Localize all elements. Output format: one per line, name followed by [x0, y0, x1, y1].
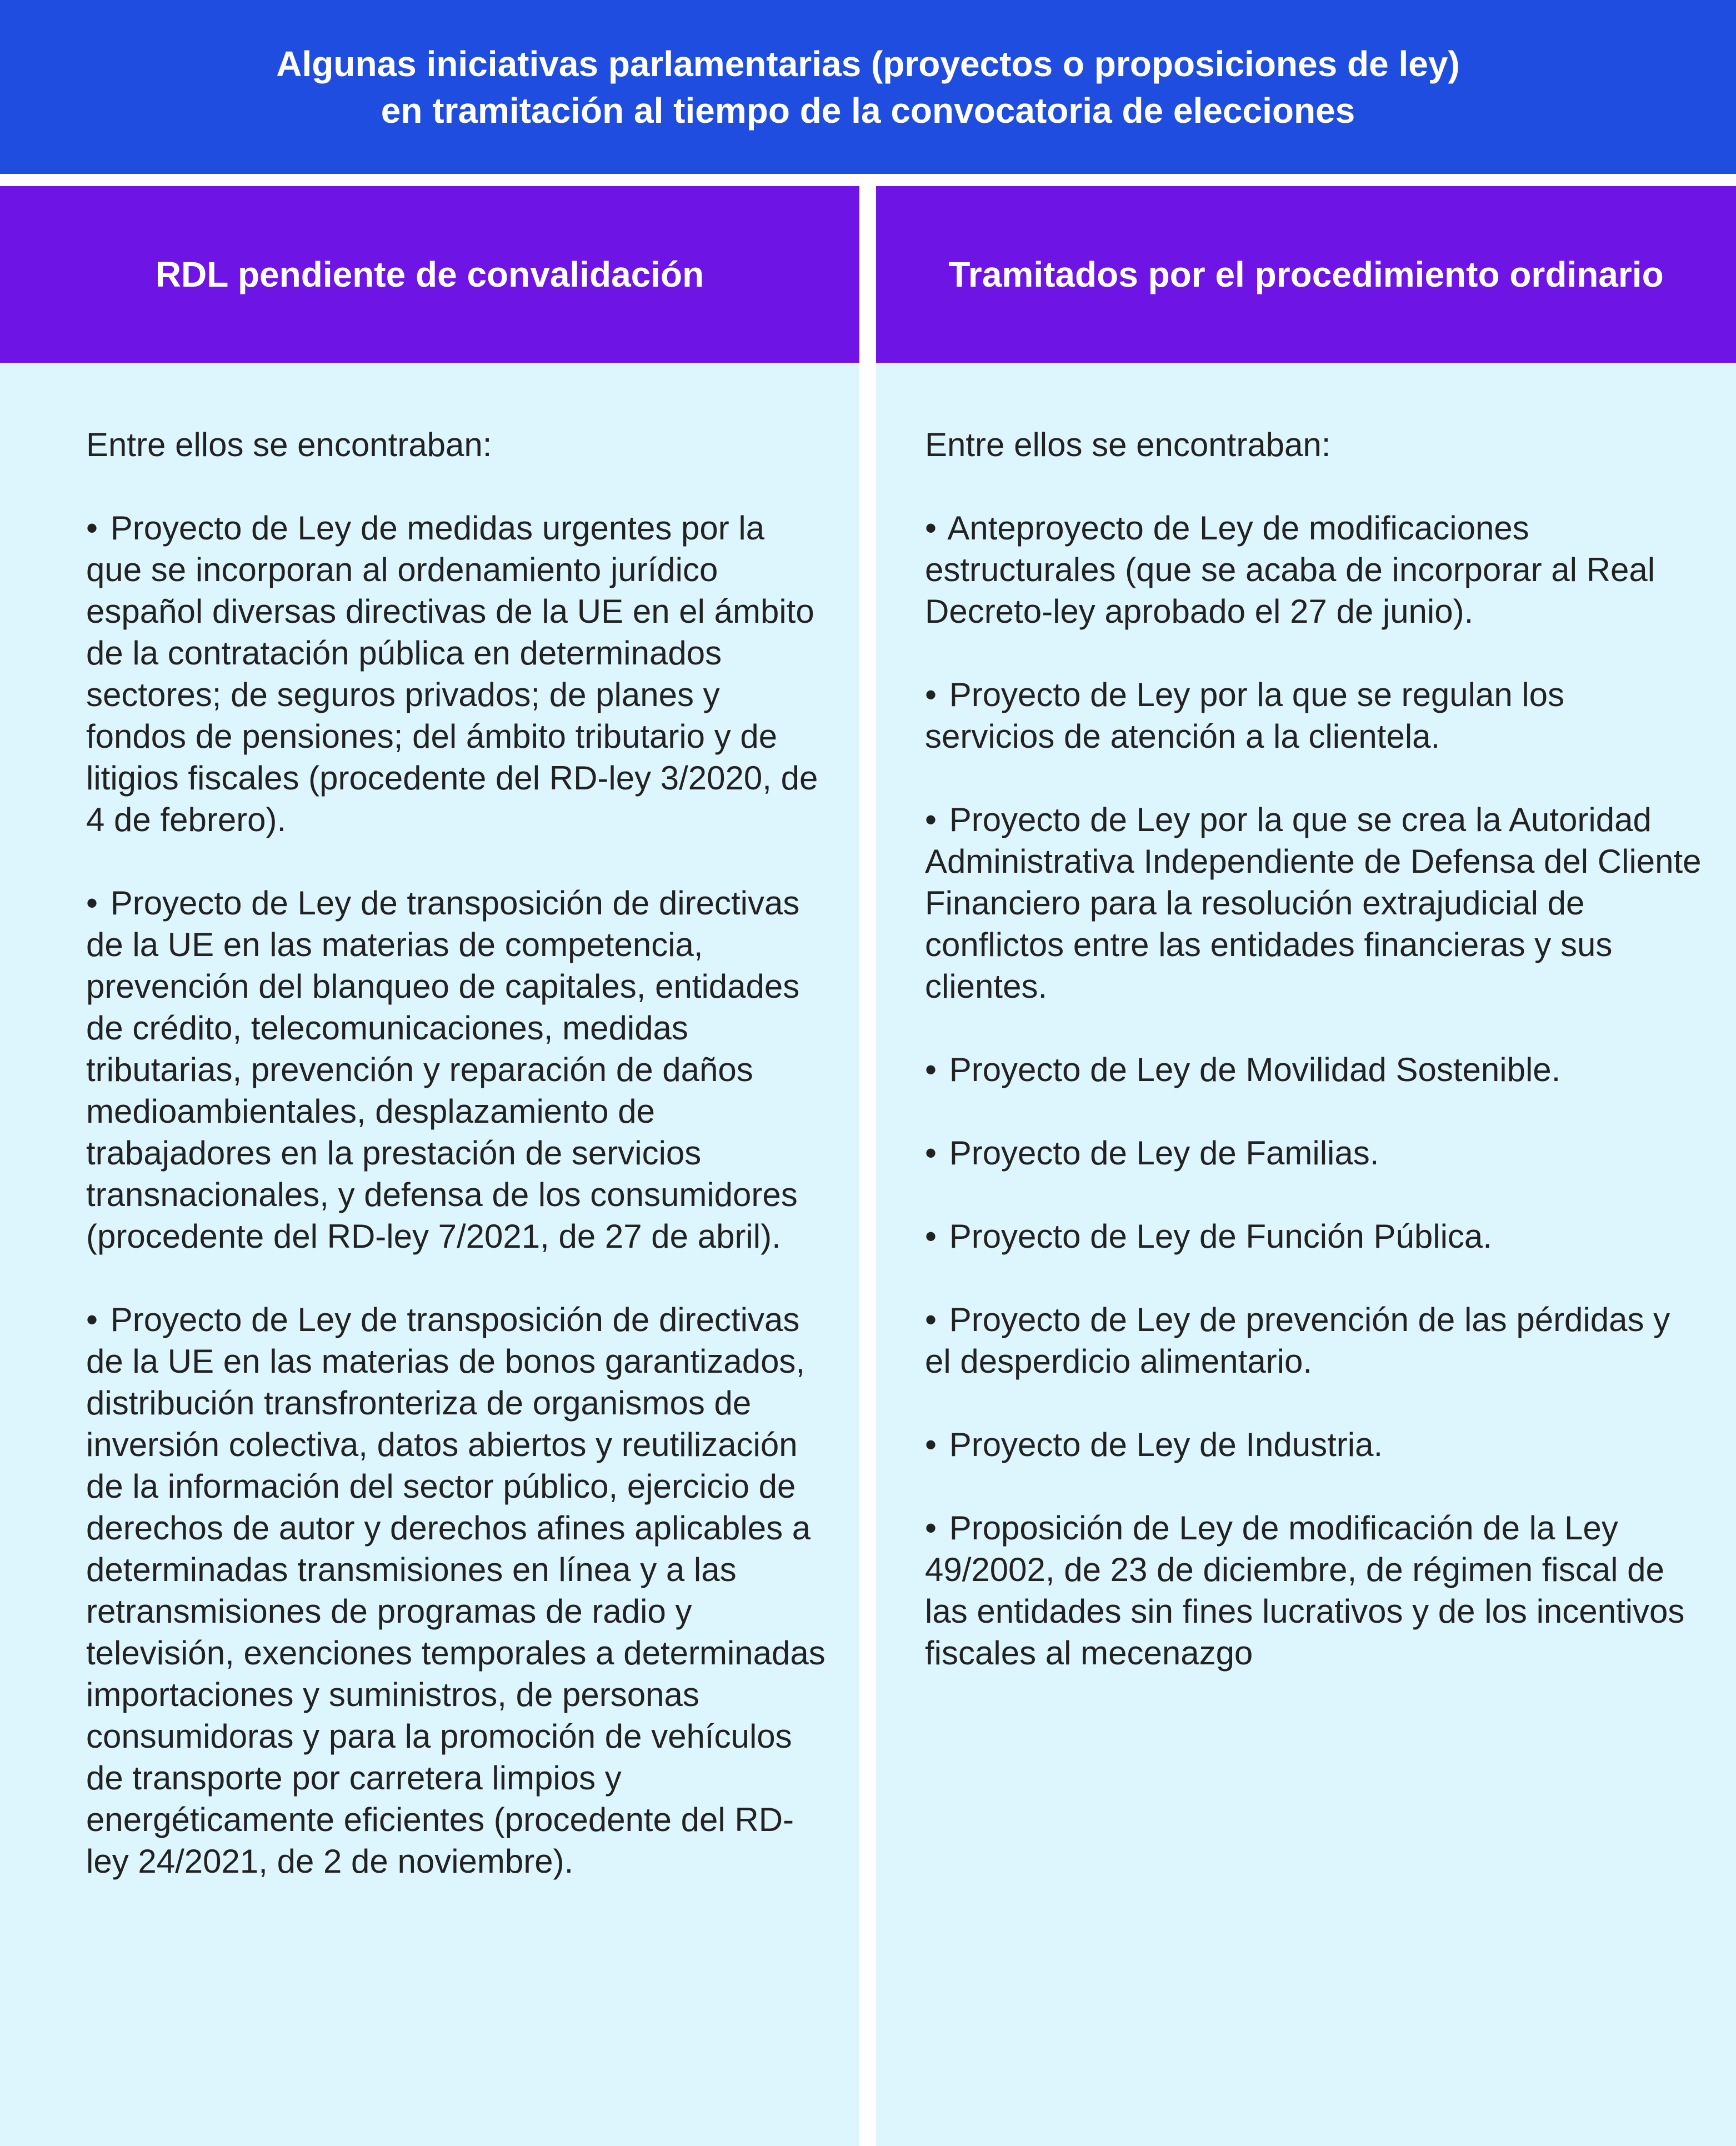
left-column-header: RDL pendiente de convalidación	[0, 186, 859, 363]
list-item-text: Proyecto de Ley de transposición de directivas de la UE en las materias de bonos garantizados, distribución transfronteriza de organismos de inversión colectiva, datos abiertos y reutilización de la información del sector público, ejercicio de derechos de autor y derechos afines aplicables a determinadas transmisiones en línea y a las retransmisiones de programas de radio y televisión, exenciones temporales a determinadas importaciones y suministros, de personas consumidoras y para la promoción de vehículos de transporte por carretera limpios y energéticamente eficientes (procedente del RD-ley 24/2021, de 2 de noviembre).	[86, 1301, 826, 1880]
list-item	[86, 1299, 826, 1882]
list-item	[925, 1132, 1703, 1174]
list-item-text: Proyecto de Ley de medidas urgentes por la que se incorporan al ordenamiento jurídico español diversas directivas de la UE en el ámbito de la contratación pública en determinados sectores; de seguros privados; de planes y fondos de pensiones; del ámbito tributario y de litigios fiscales (procedente del RD-ley 3/2020, de 4 de febrero).	[86, 509, 818, 838]
list-item	[925, 674, 1703, 757]
list-item-text: Proyecto de Ley por la que se regulan los servicios de atención a la clientela.	[925, 676, 1565, 755]
bullet-icon: •	[925, 509, 937, 547]
bullet-icon: •	[86, 509, 98, 547]
list-item-text: Proyecto de Ley de Industria.	[949, 1426, 1383, 1463]
list-item-text: Proyecto de Ley de Movilidad Sostenible.	[949, 1051, 1561, 1088]
list-item-text: Anteproyecto de Ley de modificaciones estructurales (que se acaba de incorporar al Real Decreto-ley aprobado el 27 de junio).	[925, 509, 1655, 630]
bullet-icon: •	[86, 884, 98, 922]
title-line-2: en tramitación al tiempo de la convocatoria de elecciones	[381, 90, 1355, 131]
list-item	[86, 882, 826, 1257]
list-item-text: Proyecto de Ley de transposición de directivas de la UE en las materias de competencia, prevención del blanqueo de capitales, entidades de crédito, telecomunicaciones, medidas tributarias, prevención y reparación de daños medioambientales, desplazamiento de trabajadores en la prestación de servicios transnacionales, y defensa de los consumidores (procedente del RD-ley 7/2021, de 27 de abril).	[86, 884, 800, 1255]
bullet-icon: •	[86, 1301, 98, 1338]
list-item	[925, 507, 1703, 632]
list-item-text: Proyecto de Ley de prevención de las pérdidas y el desperdicio alimentario.	[925, 1301, 1670, 1380]
bullet-icon: •	[925, 1301, 937, 1338]
page-title	[0, 0, 1736, 174]
bullet-icon: •	[925, 1509, 937, 1547]
left-intro: Entre ellos se encontraban:	[86, 426, 492, 463]
list-item	[86, 507, 826, 841]
list-item	[925, 1424, 1703, 1465]
list-item-text: Proyecto de Ley de Familias.	[949, 1134, 1379, 1172]
right-intro: Entre ellos se encontraban:	[925, 426, 1331, 463]
list-item	[925, 1507, 1703, 1674]
left-column-body	[0, 363, 859, 2146]
list-item	[925, 1049, 1703, 1090]
right-column-header: Tramitados por el procedimiento ordinario	[876, 186, 1736, 363]
bullet-icon: •	[925, 1051, 937, 1088]
bullet-icon: •	[925, 676, 937, 713]
list-item	[925, 799, 1703, 1007]
right-column-body	[876, 363, 1736, 2146]
list-item-text: Proyecto de Ley de Función Pública.	[949, 1218, 1492, 1255]
list-item-text: Proposición de Ley de modificación de la Ley 49/2002, de 23 de diciembre, de régimen fiscal de las entidades sin fines lucrativos y de los incentivos fiscales al mecenazgo	[925, 1509, 1685, 1672]
bullet-icon: •	[925, 1134, 937, 1172]
bullet-icon: •	[925, 1218, 937, 1255]
bullet-icon: •	[925, 801, 937, 838]
list-item-text: Proyecto de Ley por la que se crea la Autoridad Administrativa Independiente de Defensa del Cliente Financiero para la resolución extrajudicial de conflictos entre las entidades financieras y sus clientes.	[925, 801, 1702, 1005]
list-item	[925, 1299, 1703, 1382]
list-item	[925, 1215, 1703, 1257]
bullet-icon: •	[925, 1426, 937, 1463]
title-line-1: Algunas iniciativas parlamentarias (proyectos o proposiciones de ley)	[276, 43, 1460, 84]
